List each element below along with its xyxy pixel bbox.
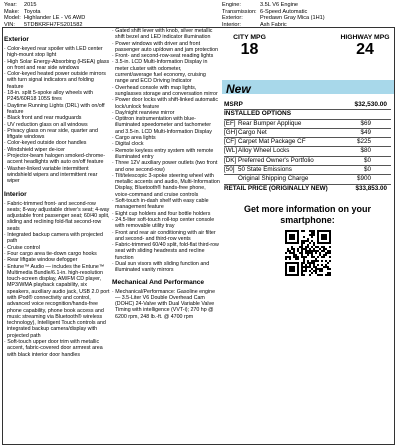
interior-feature-item: · Overhead console with map lights, sunglasses storage and conversation mirror	[112, 85, 220, 98]
interior-feature-item: · Four cargo area tie-down cargo hooks	[4, 251, 110, 257]
interior-feature-item: · Cargo area lights	[112, 135, 220, 141]
vehicle-summary	[0, 0, 400, 26]
exterior-feature-item: · 18-in. split 5-spoke alloy wheels with P245/60R18 105S tires	[4, 90, 110, 103]
transmission-value: 6-Speed Automatic	[260, 8, 308, 15]
transmission-label: Transmission:	[222, 8, 257, 15]
qr-code-icon[interactable]	[283, 228, 333, 278]
exterior-color-value: Predawn Gray Mica (1H1)	[260, 15, 325, 22]
option-price: $0	[363, 156, 371, 164]
highway-mpg-label: HIGHWAY MPG	[340, 34, 390, 41]
exterior-feature-item: · Color-keyed heated power outside mirrors with turn signal indicators and folding feature	[4, 71, 110, 90]
mechanical-feature-item: · Mechanical/Performance: Gasoline engine — 3.5-Liter V6 Double Overhead Cam (DOHC) 24-Valve with Dual Variable Valve Timing with intelligence (VVT-i); 270 hp @ 6200 rpm, 248 lb.-ft. @ 4700 rpm	[112, 289, 220, 320]
exterior-feature-item: · Color-keyed rear spoiler with LED center high-mount stop light	[4, 46, 110, 59]
new-label: New	[226, 82, 251, 96]
option-label: Original Shipping Charge	[238, 175, 309, 183]
option-code: [GH]	[224, 128, 237, 136]
city-mpg	[227, 34, 272, 59]
fuel-economy-box	[225, 34, 393, 68]
interior-feature-item: · Dual sun visors with sliding function and illuminated vanity mirrors	[112, 261, 220, 274]
exterior-feature-item: · Washer-linked variable intermittent windshield wipers and intermittent rear wiper	[4, 166, 110, 185]
interior-feature-item: · Optitron instrumentation with blue-illuminated speedometer and tachometer and 3.5-in. LCD Multi-Information Display	[112, 116, 220, 135]
option-price: $80	[360, 147, 371, 155]
interior-feature-list-continued	[112, 28, 220, 274]
option-price: $49	[360, 128, 371, 136]
interior-feature-item: · Entune™ Audio — includes the Entune™ Multimedia Bundle/6.1-in. high-resolution touch-screen display, AM/FM CD player, MP3/WMA playback capability, six speakers, auxiliary audio jack, USB 2.0 port with iPod® connectivity and control, advanced voice recognition/hands-free phone capability, phone book access and music streaming via Bluetooth® wireless technology), Intelligent Touch controls and integrated backup camera/display with projected path	[4, 264, 110, 340]
option-row	[224, 120, 391, 129]
option-code: [EF]	[224, 119, 236, 127]
option-price: $225	[356, 138, 371, 146]
exterior-feature-item: · Black front and rear mudguards	[4, 115, 110, 121]
pricing-table	[224, 101, 391, 193]
option-label: Rear Bumper Applique	[238, 119, 302, 127]
engine-label: Engine:	[222, 2, 241, 8]
vin-value: 5TDBKRFH7FS201582	[24, 21, 83, 28]
interior-feature-item: · Cruise control	[4, 245, 110, 251]
exterior-feature-item: · Daytime Running Lights (DRL) with on/off feature	[4, 103, 110, 116]
interior-feature-item: · Soft-touch upper door trim with metallic accent, fabric-covered door armrest area with black interior door handles	[4, 339, 110, 358]
option-name	[224, 138, 306, 146]
option-row	[224, 147, 391, 156]
option-name	[224, 147, 289, 155]
option-row	[224, 166, 391, 175]
interior-feature-item: · Fabric-trimmed 60/40 split, fold-flat third-row seat with sliding headrests and recline function	[112, 242, 220, 261]
option-code: [WL]	[224, 147, 237, 155]
interior-feature-item: · Three 12V auxiliary power outlets (two front and one second-row)	[112, 160, 220, 173]
option-code: [50]	[224, 166, 235, 174]
features-column-2	[112, 28, 220, 320]
model-label: Model:	[4, 15, 21, 22]
msrp-row	[224, 101, 391, 110]
msrp-label: MSRP	[224, 101, 243, 108]
option-name	[224, 175, 308, 183]
exterior-color-label: Exterior:	[222, 15, 243, 22]
option-price: $69	[360, 119, 371, 127]
option-name	[224, 166, 292, 174]
year-value: 2015	[24, 2, 37, 8]
city-mpg-label: CITY MPG	[233, 34, 266, 41]
option-label: Carpet Mat Package CF	[238, 138, 306, 146]
make-label: Make:	[4, 8, 20, 15]
exterior-feature-item: · Windshield wiper de-icer	[4, 147, 110, 153]
interior-feature-item: · Fabric-trimmed front- and second-row seats; 8-way adjustable driver's seat; 4-way adjustable front passenger seat; 60/40 split, sliding and reclining fold-flat second-row seats	[4, 201, 110, 232]
interior-feature-item: · Day/night rearview mirror	[112, 110, 220, 116]
mechanical-heading: Mechanical And Performance	[112, 278, 205, 286]
interior-feature-item: · 3.5-in. LCD Multi-Information Display in meter cluster with odometer, current/average fuel economy, cruising range and ECO Driving Indicator	[112, 59, 220, 84]
option-row	[224, 129, 391, 138]
installed-options-title: INSTALLED OPTIONS	[224, 110, 292, 118]
features-column-1	[4, 36, 110, 358]
smartphone-prompt: Get more information on your smartphone:	[243, 204, 371, 225]
interior-feature-item: · Front- and second-row-seat reading lights	[112, 53, 220, 59]
interior-feature-item: · Eight cup holders and four bottle holders	[112, 211, 220, 217]
option-price: $0	[363, 166, 371, 174]
new-banner	[222, 80, 394, 94]
retail-price-label: RETAIL PRICE (ORIGINALLY NEW)	[224, 184, 328, 192]
option-code: [DK]	[224, 156, 237, 164]
engine-value: 3.5L V6 Engine	[260, 2, 299, 8]
interior-feature-item: · Digital clock	[112, 141, 220, 147]
vin-label: VIN:	[4, 21, 15, 28]
interior-feature-item: · Tilt/telescopic 3-spoke steering wheel with metallic accents and audio, Multi-Information Display, Bluetooth® hands-free phone, voice-command and cruise controls	[112, 173, 220, 198]
interior-feature-list	[4, 201, 110, 358]
interior-heading: Interior	[4, 190, 27, 198]
year-label: Year:	[4, 2, 17, 8]
option-label: 50 State Emissions	[238, 166, 292, 174]
exterior-feature-item: · High Solar Energy-Absorbing (HSEA) glass on front and rear side windows	[4, 59, 110, 72]
interior-feature-item: · 24.5-liter soft-touch roll-top center console with removable utility tray	[112, 217, 220, 230]
exterior-feature-item: · Color-keyed outside door handles	[4, 140, 110, 146]
retail-price-row	[224, 185, 391, 193]
interior-feature-item: · Rear liftgate window defogger	[4, 257, 110, 263]
mechanical-feature-list	[112, 289, 220, 320]
exterior-feature-list	[4, 46, 110, 185]
option-row	[224, 138, 391, 147]
make-value: Toyota	[24, 8, 41, 15]
installed-options-heading	[224, 110, 391, 119]
interior-feature-item: · Remote keyless entry system with remote illuminated entry	[112, 148, 220, 161]
interior-feature-item: · Power windows with driver and front passenger auto up/down and jam protection	[112, 41, 220, 54]
highway-mpg	[337, 34, 393, 59]
interior-feature-item: · Power door locks with shift-linked automatic lock/unlock feature	[112, 97, 220, 110]
exterior-heading: Exterior	[4, 36, 29, 43]
interior-feature-item: · Integrated backup camera with projected path	[4, 232, 110, 245]
exterior-feature-item: · Projector-beam halogen smoked-chrome-accent headlights with auto on/off feature	[4, 153, 110, 166]
option-name	[224, 157, 314, 165]
option-name	[224, 120, 301, 128]
option-code: [CF]	[224, 138, 236, 146]
option-name	[224, 129, 267, 137]
exterior-feature-item: · UV reduction glass on all windows	[4, 122, 110, 128]
exterior-feature-item: · Privacy glass on rear side, quarter and liftgate windows	[4, 128, 110, 141]
interior-feature-item: · Soft-touch in-dash shelf with easy cable management feature	[112, 198, 220, 211]
highway-mpg-value: 24	[356, 41, 374, 58]
option-label: Preferred Owner's Portfolio	[238, 156, 314, 164]
city-mpg-value: 18	[240, 41, 259, 58]
interior-color-value: Ash Fabric	[260, 21, 287, 28]
option-label: Cargo Net	[238, 128, 267, 136]
option-row	[224, 175, 391, 184]
retail-price-value: $33,853.00	[355, 184, 387, 192]
option-label: Alloy Wheel Locks	[238, 147, 290, 155]
model-value: Highlander LE - V6 AWD	[24, 15, 86, 22]
option-row	[224, 157, 391, 166]
option-price: $900	[356, 175, 371, 183]
interior-feature-item: · Front and rear air conditioning with air filter and second- and third-row vents	[112, 230, 220, 243]
interior-color-label: Interior:	[222, 21, 241, 28]
interior-feature-item: · Gated shift lever with knob, silver metallic shift bezel and LED indicator illumination	[112, 28, 220, 41]
msrp-value: $32,530.00	[354, 101, 387, 108]
